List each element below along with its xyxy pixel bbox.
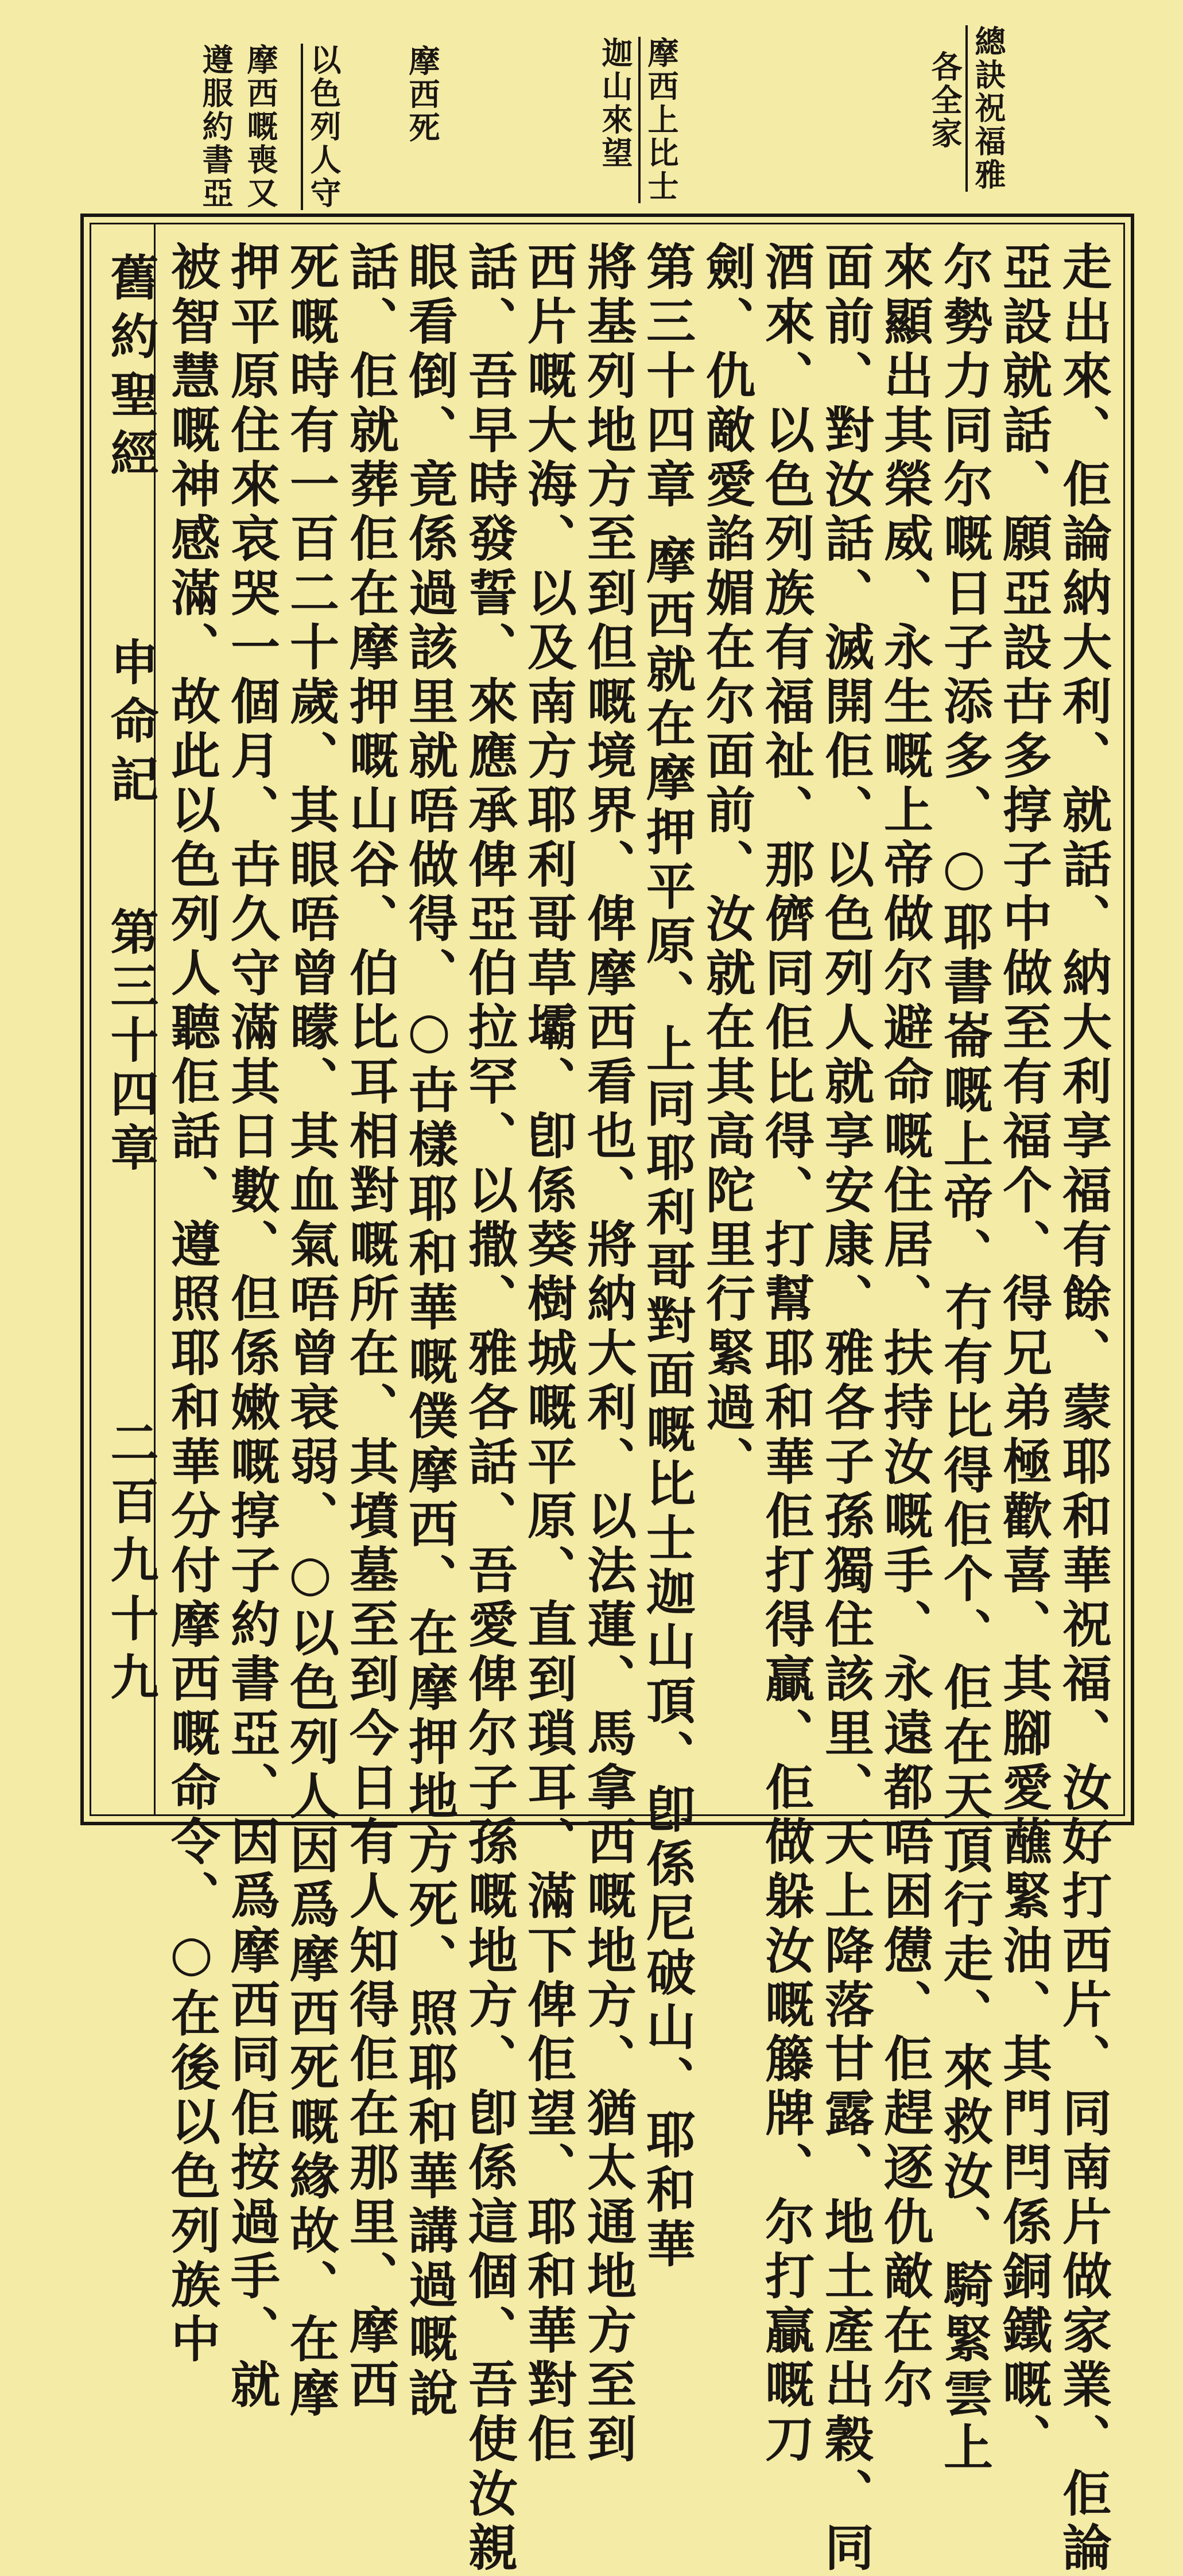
body-line-6: 酒來、以色列族有福祉、那儕同佢比得、打幫耶和華佢打得贏、佢做躲汝嘅籐牌、尔打贏嘅刀 — [757, 241, 814, 2468]
margin-note-4-line-1: 以色列人守 — [301, 44, 341, 210]
body-line-11: 話、吾早時發誓、來應承俾亞伯拉罕、以撒、雅各話、吾愛俾尔子孫嘅地方、卽係這個、吾使汝親 — [460, 241, 518, 2576]
body-line-15: 押平原住來哀哭一個月、卋久守滿其日數、但係嫩嘅㨃子約書亞、因爲摩西同佢按過手、就 — [222, 241, 280, 2413]
header-page-number: 二百九十九 — [103, 1418, 160, 1710]
body-line-2: 亞設就話、願亞設卋多㨃子中做至有福个、得兄弟極歡喜、其腳愛蘸緊油、其門閂係銅鐵嘅、 — [994, 241, 1052, 2468]
body-line-7: 劍、仇敵愛諂媚在尔面前、汝就在其高陀里行緊過、 — [697, 241, 755, 1490]
body-line-4: 來顯出其榮威、永生嘅上帝做尔避命嘅住居、扶持汝嘅手、永遠都唔困憊、佢趕逐仇敵在尔 — [875, 241, 933, 2413]
body-line-3: 尔勢力同尔嘅日子添多、○耶書崙嘅上帝、冇有比得佢个、佢在天頂行走、來救汝、騎緊雲上 — [935, 241, 993, 2476]
header-book-name: 申命記 — [103, 637, 160, 813]
margin-note-2-line-2: 迦山來望 — [597, 37, 634, 170]
body-line-16: 被智慧嘅神感滿、故此以色列人聽佢話、遵照耶和華分付摩西嘅命令、○在後以色列族中 — [162, 241, 220, 2368]
margin-note-1-line-2: 各全家 — [926, 51, 963, 150]
body-line-1: 走出來、佢論納大利、就話、納大利享福有餘、蒙耶和華祝福、汝好打西片、同南片做家業、佢論 — [1054, 241, 1112, 2576]
header-chapter: 第三十四章 — [103, 907, 160, 1177]
body-line-12: 眼看倒、竟係過該里就唔做得、○卋樣耶和華嘅僕摩西、在摩押地方死、照耶和華講過嘅說 — [400, 241, 458, 2422]
header-book-title: 舊約聖經 — [103, 253, 160, 487]
margin-note-2-line-1: 摩西上比士 — [638, 37, 678, 203]
body-line-10: 西片嘅大海、以及南方耶利哥草壩、卽係葵樹城嘅平原、直到瑣耳、滿下俾佢望、耶和華對佢 — [519, 241, 577, 2468]
margin-note-4-line-3: 遵服約書亞 — [197, 44, 234, 210]
margin-note-3-line-1: 摩西死 — [404, 45, 441, 145]
body-line-14: 死嘅時有一百二十歲、其眼唔曾矇、其血氣唔曾衰弱、○以色列人因爲摩西死嘅緣故、在摩 — [281, 241, 339, 2422]
body-line-13: 話、佢就葬佢在摩押嘅山谷、伯比耳相對嘅所在、其墳墓至到今日有人知得佢在那里、摩西 — [341, 241, 399, 2413]
body-line-5: 面前、對汝話、滅開佢、以色列人就享安康、雅各子孫獨住該里、天上降落甘露、地土產出穀、同 — [816, 241, 874, 2576]
margin-note-1-line-1: 總訣祝福雅 — [965, 25, 1006, 192]
body-line-9: 將基列地方至到但嘅境界、俾摩西看也、將納大利、以法蓮、馬拿西嘅地方、猶太通地方至到 — [579, 241, 637, 2468]
chapter-34-heading-line: 第三十四章 摩西就在摩押平原、上同耶利哥對面嘅比士迦山頂、卽係尼破山、耶和華 — [638, 241, 696, 2272]
margin-note-4-line-2: 摩西嘅喪又 — [242, 44, 279, 210]
